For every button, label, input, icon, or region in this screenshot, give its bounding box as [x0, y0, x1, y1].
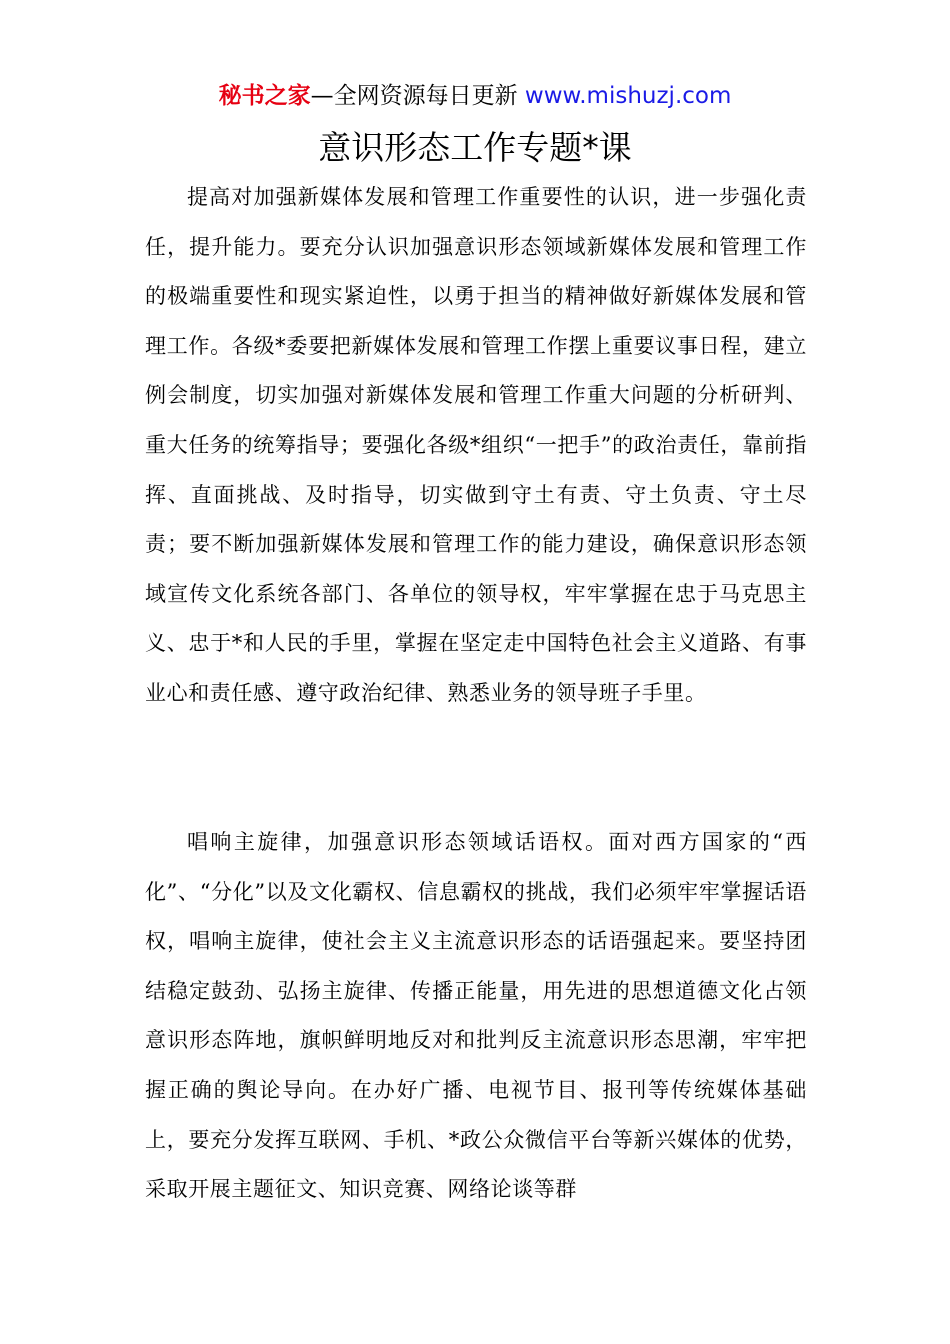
- site-header: [0, 80, 950, 112]
- site-tagline: —全网资源每日更新: [310, 83, 518, 109]
- body-paragraph-1: 提高对加强新媒体发展和管理工作重要性的认识，进一步强化责任，提升能力。要充分认识加强意识形态领域新媒体发展和管理工作的极端重要性和现实紧迫性，以勇于担当的精神做好新媒体发展和管理工作。各级*委要把新媒体发展和管理工作摆上重要议事日程，建立例会制度，切实加强对新媒体发展和管理工作重大问题的分析研判、重大任务的统筹指导；要强化各级*组织“一把手”的政治责任，靠前指挥、直面挑战、及时指导，切实做到守土有责、守土负责、守土尽责；要不断加强新媒体发展和管理工作的能力建设，确保意识形态领域宣传文化系统各部门、各单位的领导权，牢牢掌握在忠于马克思主义、忠于*和人民的手里，掌握在坚定走中国特色社会主义道路、有事业心和责任感、遵守政治纪律、熟悉业务的领导班子手里。: [145, 185, 807, 705]
- site-url-link[interactable]: www.mishuzj.com: [524, 83, 732, 109]
- document-title: 意识形态工作专题*课: [318, 128, 632, 167]
- body-paragraph-2: 唱响主旋律，加强意识形态领域话语权。面对西方国家的“西化”、“分化”以及文化霸权、信息霸权的挑战，我们必须牢牢掌握话语权，唱响主旋律，使社会主义主流意识形态的话语强起来。要坚持团结稳定鼓劲、弘扬主旋律、传播正能量，用先进的思想道德文化占领意识形态阵地，旗帜鲜明地反对和批判反主流意识形态思潮，牢牢把握正确的舆论导向。在办好广播、电视节目、报刊等传统媒体基础上，要充分发挥互联网、手机、*政公众微信平台等新兴媒体的优势，采取开展主题征文、知识竞赛、网络论谈等群: [145, 830, 807, 1202]
- brand-name: 秘书之家: [218, 83, 311, 109]
